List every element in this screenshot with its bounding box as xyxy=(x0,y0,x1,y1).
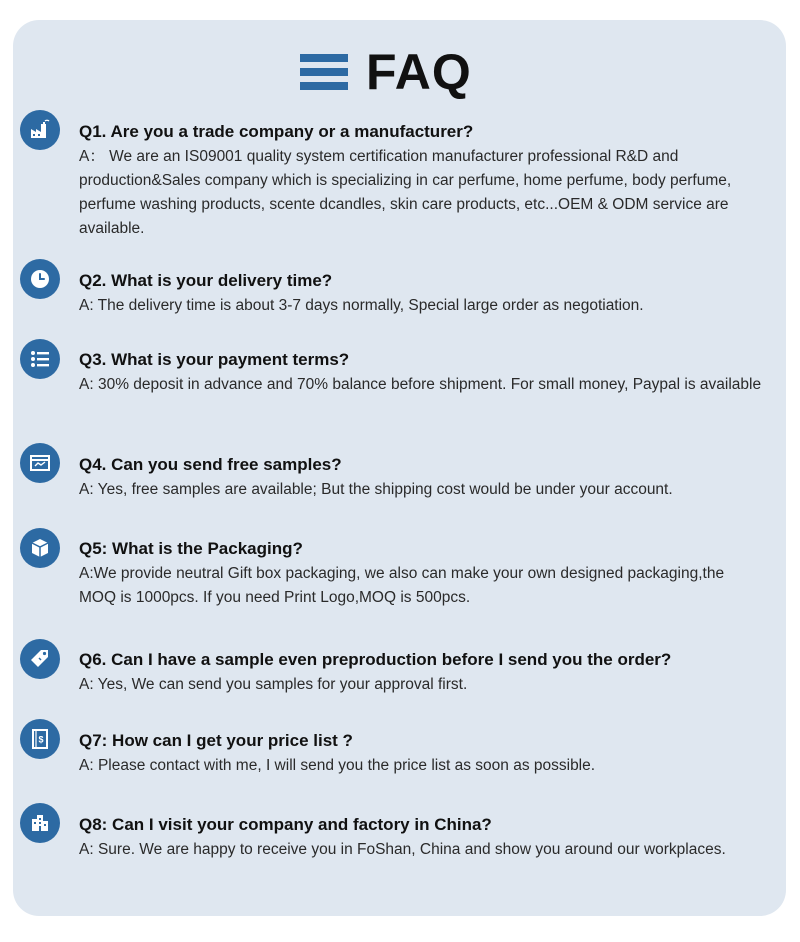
faq-answer: A: Yes, We can send you samples for your approval first. xyxy=(79,676,468,693)
faq-question: Q6. Can I have a sample even preproduction before I send you the order? xyxy=(79,650,672,669)
faq-answer: A: The delivery time is about 3-7 days normally, Special large order as negotiation. xyxy=(79,297,644,314)
faq-question: Q3. What is your payment terms? xyxy=(79,350,350,369)
faq-answer: A: Yes, free samples are available; But the shipping cost would be under your account. xyxy=(79,481,673,498)
company-building-icon xyxy=(20,803,60,843)
faq-answer: A: 30% deposit in advance and 70% balance before shipment. For small money, Paypal is available xyxy=(79,376,762,393)
faq-answer: A: Please contact with me, I will send you the price list as soon as possible. xyxy=(79,757,596,774)
list-icon xyxy=(20,339,60,379)
envelope-icon xyxy=(20,443,60,483)
menu-icon xyxy=(300,51,348,93)
faq-question: Q1. Are you a trade company or a manufacturer? xyxy=(79,122,474,141)
package-box-icon xyxy=(20,528,60,568)
faq-question: Q5: What is the Packaging? xyxy=(79,539,303,558)
faq-answer: A： We are an IS09001 quality system certification manufacturer professional R&D and production&Sales company which is specializing in car perfume, home perfume, body perfume, perfume washing products, scente dcandles, skin care products, etc...OEM & ODM service are available. xyxy=(79,148,732,237)
svg-text:$: $ xyxy=(38,734,44,745)
clock-icon xyxy=(20,259,60,299)
faq-question: Q7: How can I get your price list ? xyxy=(79,731,353,750)
price-list-icon xyxy=(20,719,60,759)
faq-question: Q8: Can I visit your company and factory in China? xyxy=(79,815,492,834)
faq-answer: A: Sure. We are happy to receive you in FoShan, China and show you around our workplaces. xyxy=(79,841,726,858)
faq-question: Q4. Can you send free samples? xyxy=(79,455,342,474)
faq-answer: A:We provide neutral Gift box packaging, we also can make your own designed packaging,the MOQ is 1000pcs. If you need Print Logo,MOQ is 500pcs. xyxy=(79,565,725,606)
faq-header xyxy=(300,44,472,100)
faq-question: Q2. What is your delivery time? xyxy=(79,271,333,290)
price-tag-icon xyxy=(20,639,60,679)
page-title: FAQ xyxy=(366,44,472,100)
factory-icon xyxy=(20,110,60,150)
